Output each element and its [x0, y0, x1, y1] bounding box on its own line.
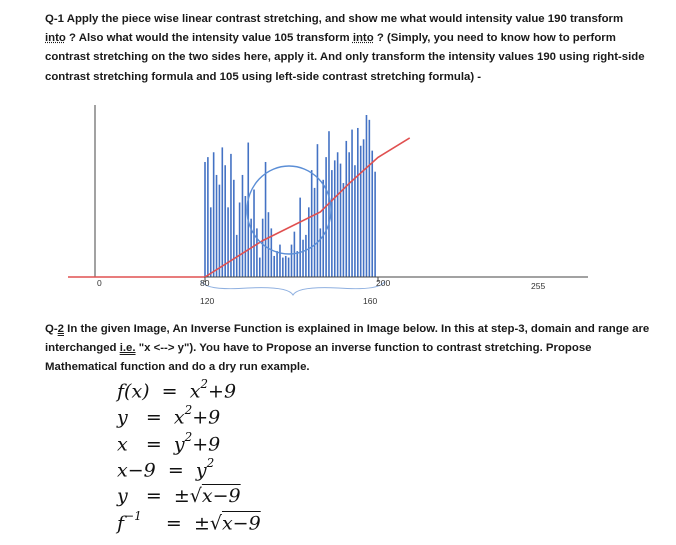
eq4-lhs: x−9	[117, 459, 156, 482]
histogram-bar	[296, 251, 298, 277]
eq1-rhs: x	[189, 380, 201, 403]
histogram-bar	[219, 185, 221, 277]
eq3-lhs: x	[117, 433, 128, 456]
q1-text-a: Q-1 Apply the piece wise linear contrast stretching, and show me what would intensity value 190 transform	[45, 13, 624, 25]
histogram-bar	[210, 207, 212, 277]
histogram-bar	[265, 162, 267, 277]
histogram-bar	[322, 180, 324, 277]
histogram-bar	[325, 157, 327, 277]
histogram-bar	[245, 196, 247, 277]
histogram-bar	[285, 256, 287, 277]
eq1-tail: +9	[208, 380, 237, 403]
q1-into-1: into	[45, 32, 66, 45]
histogram-bar	[233, 180, 235, 277]
contrast-stretching-chart	[68, 105, 588, 310]
histogram-bar	[276, 251, 278, 277]
histogram-bar	[334, 160, 336, 277]
histogram-bar	[268, 212, 270, 277]
eq1-lhs: f(x)	[117, 380, 150, 403]
histogram-bar	[282, 258, 284, 277]
histogram-bar	[302, 240, 304, 277]
histogram-bar	[224, 165, 226, 277]
histogram-bar	[207, 157, 209, 277]
eq2-tail: +9	[192, 406, 221, 429]
histogram-bar	[374, 172, 376, 277]
equation-3	[117, 432, 220, 455]
equation-4	[117, 458, 214, 481]
q2-ie: i.e.	[119, 342, 136, 355]
histogram-bar	[351, 130, 353, 277]
tick-label-200: 200	[376, 278, 391, 288]
highlight-circle	[247, 166, 331, 254]
histogram-bar	[273, 256, 275, 277]
equation-5	[117, 485, 241, 507]
equation-6	[117, 511, 261, 534]
eq5-tail: x−9	[201, 485, 241, 507]
histogram-bar	[354, 165, 356, 277]
histogram-bar	[345, 141, 347, 277]
histogram-bar	[204, 162, 206, 277]
histogram-bar	[314, 188, 316, 277]
histogram-bar	[291, 245, 293, 277]
eq2-rhs: x	[173, 406, 185, 429]
histogram-bar	[317, 144, 319, 277]
range-brace	[201, 281, 385, 295]
histogram-bar	[299, 198, 301, 277]
question-1-text	[45, 10, 645, 87]
histogram-bar	[331, 170, 333, 277]
eq2-equals: =	[145, 406, 162, 429]
eq3-rhs: y	[173, 433, 185, 456]
tick-label-80: 80	[200, 278, 210, 288]
histogram-bar	[366, 115, 368, 277]
histogram-bar	[371, 151, 373, 277]
q1-into-2: into	[352, 32, 374, 45]
histogram-bar	[288, 258, 290, 277]
q2-text-a: In the given Image, An Inverse Function is explained in Image below. In this at step-3, domain and range are interchanged	[45, 323, 650, 355]
eq2-sup: 2	[184, 403, 193, 417]
histogram-bar	[337, 152, 339, 277]
eq4-sup: 2	[206, 456, 215, 470]
histogram-bar	[239, 202, 241, 277]
eq2-lhs: y	[117, 406, 128, 429]
eq6-lhs-sup: −1	[124, 509, 142, 523]
q2-text-b: "x <--> y"). You have to Propose an inverse function to contrast stretching. Propose Mathematical function and do a dry run example.	[45, 342, 592, 374]
histogram-bar	[369, 120, 371, 277]
histogram-bar	[311, 170, 313, 277]
eq6-equals: =	[165, 512, 182, 535]
histogram-bar	[348, 152, 350, 277]
eq3-tail: +9	[192, 433, 221, 456]
q1-text-b: ? Also what would the intensity value 105 transform	[65, 32, 353, 45]
eq1-equals: =	[161, 380, 178, 403]
histogram-bar	[230, 154, 232, 277]
histogram-bar	[242, 175, 244, 277]
eq1-sup: 2	[200, 377, 209, 391]
histogram-bar	[262, 219, 264, 277]
eq5-rhs: ±√	[173, 485, 202, 507]
eq6-tail: x−9	[221, 512, 261, 535]
tick-label-120: 120	[200, 296, 215, 306]
eq4-equals: =	[167, 459, 184, 482]
histogram-bar	[340, 164, 342, 277]
eq3-equals: =	[145, 433, 162, 456]
histogram-bar	[357, 128, 359, 277]
histogram-bar	[227, 207, 229, 277]
histogram-bar	[222, 147, 224, 277]
equation-1	[117, 379, 236, 402]
histogram-bar	[305, 235, 307, 277]
eq6-rhs: ±√	[193, 512, 222, 535]
q1-text-c: ? (Simply, you need to know how to perform contrast stretching on the two sides here, apply it. And only transform the intensity values 190 using right-side contrast stretching formula and 105 using left-side contrast stretching formula) -	[45, 32, 645, 83]
eq5-lhs: y	[117, 485, 128, 507]
histogram-bar	[320, 228, 322, 277]
tick-label-255: 255	[531, 281, 546, 291]
histogram-bar	[256, 228, 258, 277]
histogram-bar	[279, 245, 281, 277]
eq5-equals: =	[145, 485, 162, 507]
question-2-text	[45, 320, 655, 378]
histogram-bar	[343, 183, 345, 277]
histogram-bar	[259, 258, 261, 277]
histogram-bar	[363, 139, 365, 277]
eq6-lhs: f	[117, 512, 125, 535]
histogram-bar	[360, 146, 362, 277]
eq4-rhs: y	[195, 459, 207, 482]
q2-number: 2	[57, 323, 64, 335]
histogram-bar	[216, 175, 218, 277]
tick-label-160: 160	[363, 296, 378, 306]
equation-2	[117, 405, 220, 428]
eq3-sup: 2	[184, 430, 193, 444]
q2-label: Q-	[45, 323, 58, 335]
tick-label-0: 0	[97, 278, 102, 288]
histogram-bar	[213, 152, 215, 277]
